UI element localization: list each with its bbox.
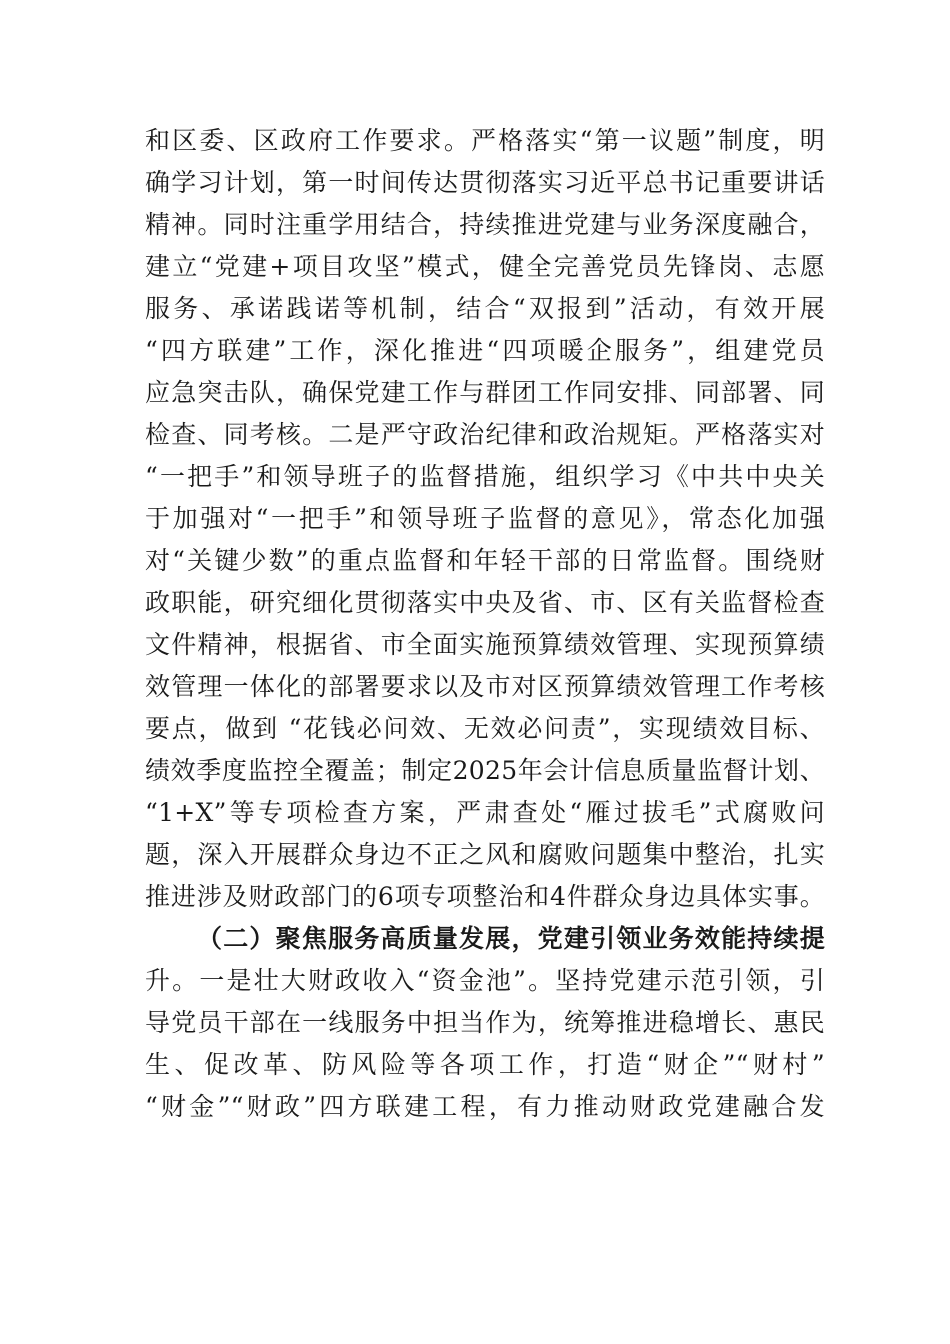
text-line: “四方联建”工作，深化推进“四项暖企服务”，组建党员 (145, 336, 825, 365)
text-line: 生、促改革、防风险等各项工作，打造“财企”“财村” (145, 1050, 825, 1079)
text-line: 推进涉及财政部门的6项专项整治和4件群众身边具体实事。 (145, 882, 825, 911)
text-line: 和区委、区政府工作要求。严格落实“第一议题”制度，明 (145, 126, 825, 155)
text-line: 绩效季度监控全覆盖；制定2025年会计信息质量监督计划、 (145, 756, 825, 785)
text-line: 确学习计划，第一时间传达贯彻落实习近平总书记重要讲话 (145, 168, 825, 197)
text-line: 效管理一体化的部署要求以及市对区预算绩效管理工作考核 (145, 672, 825, 701)
text-line: “一把手”和领导班子的监督措施，组织学习《中共中央关 (145, 462, 825, 491)
text-line: 于加强对“一把手”和领导班子监督的意见》，常态化加强 (145, 504, 825, 533)
text-line: “1+X”等专项检查方案，严肃查处“雁过拔毛”式腐败问 (145, 798, 825, 827)
text-line: 文件精神，根据省、市全面实施预算绩效管理、实现预算绩 (145, 630, 825, 659)
text-line: 升。一是壮大财政收入“资金池”。坚持党建示范引领，引 (145, 966, 825, 995)
text-line: 要点，做到 “花钱必问效、无效必问责”，实现绩效目标、 (145, 714, 825, 743)
text-line: 服务、承诺践诺等机制，结合“双报到”活动，有效开展 (145, 294, 825, 323)
text-line: 政职能，研究细化贯彻落实中央及省、市、区有关监督检查 (145, 588, 825, 617)
text-line: 精神。同时注重学用结合，持续推进党建与业务深度融合， (145, 210, 825, 239)
text-line: 对“关键少数”的重点监督和年轻干部的日常监督。围绕财 (145, 546, 825, 575)
text-line: 应急突击队，确保党建工作与群团工作同安排、同部署、同 (145, 378, 825, 407)
section-heading-line: （二）聚焦服务高质量发展，党建引领业务效能持续提 (197, 924, 825, 953)
text-line: 检查、同考核。二是严守政治纪律和政治规矩。严格落实对 (145, 420, 825, 449)
text-line: “财金”“财政”四方联建工程，有力推动财政党建融合发 (145, 1092, 825, 1121)
text-line: 建立“党建+项目攻坚”模式，健全完善党员先锋岗、志愿 (145, 252, 825, 281)
text-line: 导党员干部在一线服务中担当作为，统筹推进稳增长、惠民 (145, 1008, 825, 1037)
text-line: 题，深入开展群众身边不正之风和腐败问题集中整治，扎实 (145, 840, 825, 869)
